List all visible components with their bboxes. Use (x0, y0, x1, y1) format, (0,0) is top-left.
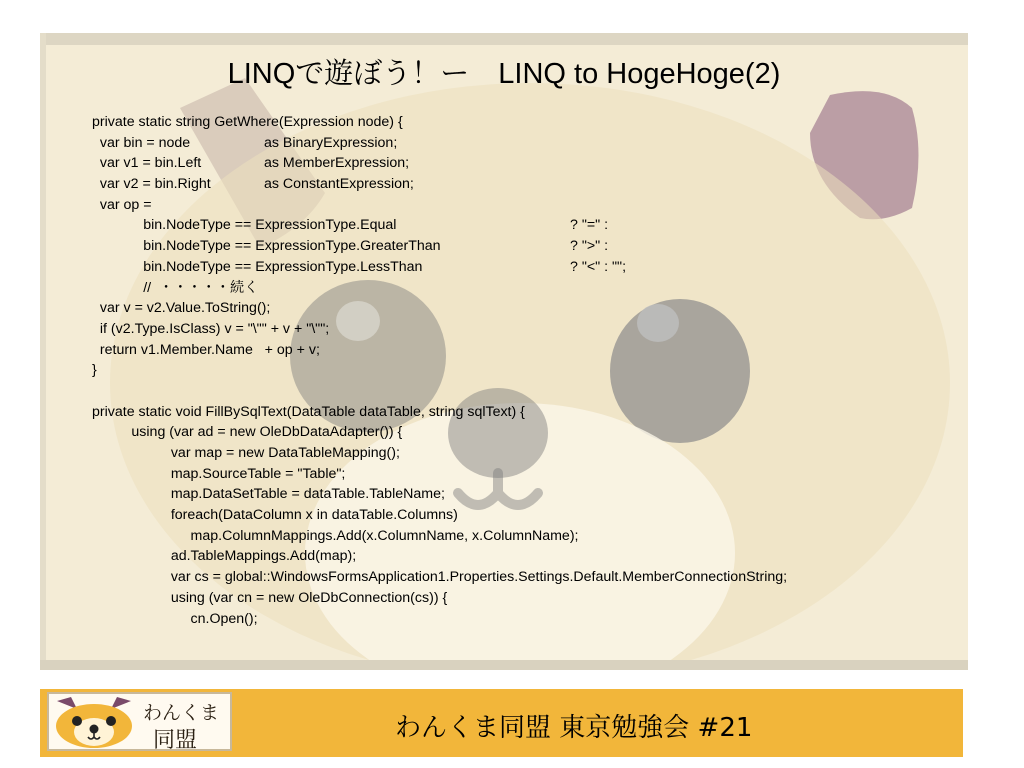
code-segment: var v1 = bin.Left (92, 155, 202, 172)
slide-panel (40, 33, 968, 670)
code-segment: as ConstantExpression; (264, 176, 414, 193)
code-line (92, 298, 968, 319)
code-line (92, 484, 968, 505)
code-line (92, 505, 968, 526)
code-segment: as MemberExpression; (264, 155, 410, 172)
code-segment: } (92, 362, 97, 379)
code-line (92, 402, 968, 423)
code-segment: map.SourceTable = "Table"; (92, 465, 346, 482)
code-line (92, 588, 968, 609)
code-segment: private static string GetWhere(Expression node) { (92, 114, 403, 130)
code-segment: map.DataSetTable = dataTable.TableName; (92, 486, 445, 503)
logo-text-doumei: 同盟 (153, 728, 198, 753)
code-segment: private static void FillBySqlText(DataTable dataTable, string sqlText) { (92, 403, 525, 420)
panel-bottom-stripe (40, 660, 968, 670)
code-block (92, 112, 968, 629)
slide-title: LINQで遊ぼう！ー LINQ to HogeHoge(2) (227, 58, 781, 90)
code-segment: var v2 = bin.Right (92, 176, 211, 193)
code-line (92, 319, 968, 340)
code-line (92, 526, 968, 547)
code-line (92, 278, 968, 299)
code-segment: using (var cn = new OleDbConnection(cs)) { (92, 589, 448, 606)
code-line (92, 236, 968, 257)
code-segment: as BinaryExpression; (264, 134, 398, 151)
footer-bar (40, 689, 963, 757)
code-segment: bin.NodeType == ExpressionType.GreaterThan (92, 238, 441, 255)
code-line (92, 546, 968, 567)
code-segment: var bin = node (92, 134, 191, 151)
code-line (92, 174, 968, 195)
code-segment: ad.TableMappings.Add(map); (92, 548, 357, 565)
code-segment: cn.Open(); (92, 610, 258, 627)
code-segment: ? "<" : ""; (570, 258, 627, 275)
code-segment: bin.NodeType == ExpressionType.LessThan (92, 258, 423, 275)
code-line (92, 257, 968, 278)
code-segment: var cs = global::WindowsFormsApplication1.Properties.Settings.Default.MemberConnectionString; (92, 569, 788, 586)
code-segment: var op = (92, 196, 152, 213)
code-line (92, 195, 968, 216)
code-segment: map.ColumnMappings.Add(x.ColumnName, x.ColumnName); (92, 527, 579, 544)
code-line (92, 215, 968, 236)
code-line (92, 567, 968, 588)
code-segment: using (var ad = new OleDbDataAdapter()) { (92, 424, 403, 441)
code-line (92, 133, 968, 154)
code-segment: ? ">" : (570, 238, 609, 255)
code-segment: bin.NodeType == ExpressionType.Equal (92, 217, 397, 234)
event-title: わんくま同盟 東京勉強会 #21 (395, 713, 753, 743)
code-line (92, 609, 968, 630)
code-line (92, 381, 968, 402)
bear-face-icon (51, 695, 137, 749)
code-line (92, 443, 968, 464)
code-line (92, 340, 968, 361)
code-line (92, 112, 968, 133)
logo-text-wankuma: わんくま (143, 702, 220, 724)
code-segment: if (v2.Type.IsClass) v = "\"" + v + "\""; (92, 320, 330, 337)
code-line (92, 464, 968, 485)
code-segment: foreach(DataColumn x in dataTable.Columns) (92, 507, 458, 524)
code-segment: // ・・・・・続く (92, 279, 259, 296)
code-line (92, 153, 968, 174)
code-segment: var v = v2.Value.ToString(); (92, 300, 271, 317)
code-line (92, 422, 968, 443)
code-segment: ? "=" : (570, 217, 609, 234)
wankuma-logo (47, 692, 232, 751)
code-line (92, 360, 968, 381)
code-segment: var map = new DataTableMapping(); (92, 445, 400, 461)
code-segment: return v1.Member.Name + op + v; (92, 341, 320, 358)
